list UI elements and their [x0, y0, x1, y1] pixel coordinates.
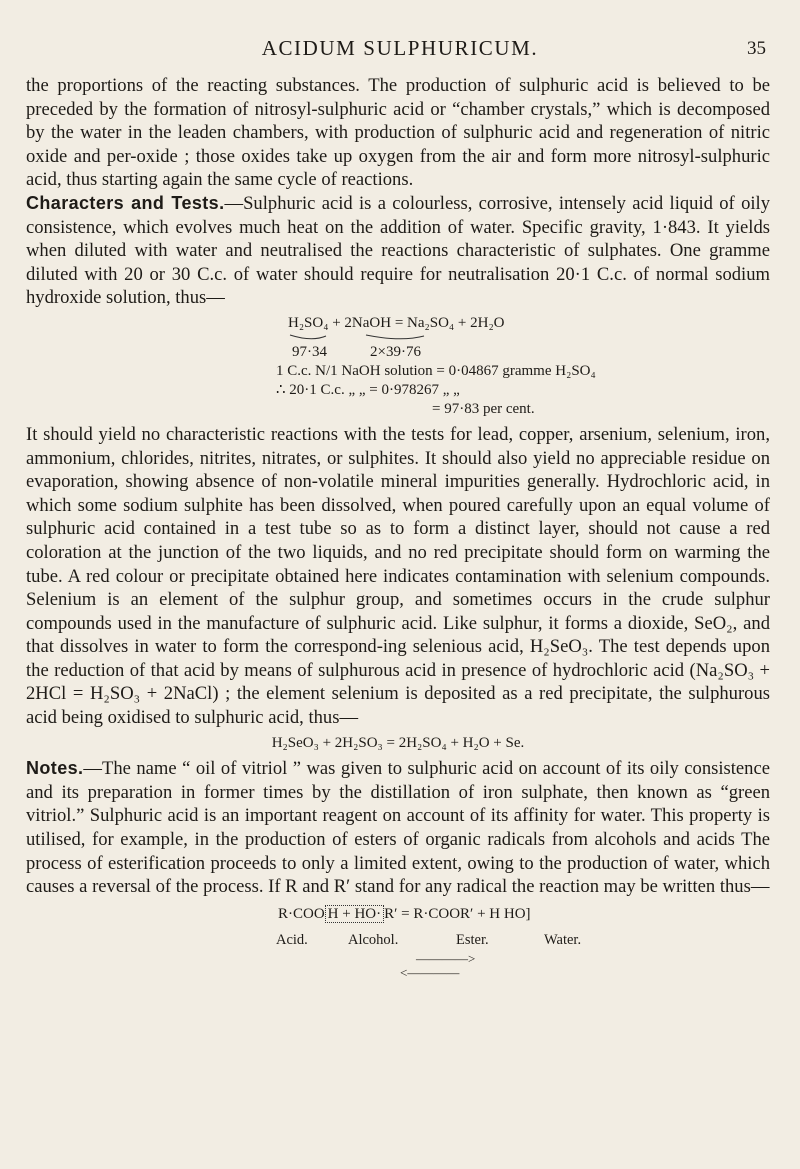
section-heading-notes: Notes. — [26, 758, 84, 779]
body-text — [26, 74, 770, 981]
selenium-equation: H₂SeO₃ + 2H₂SO₃ = 2H₂SO₄ + H₂O + Se. — [271, 734, 525, 751]
ester-acid-part: R·COO — [278, 905, 325, 922]
ester-right-part: R′ = R·COOR′ + H HO] — [384, 905, 531, 922]
esterification-equation — [26, 899, 770, 981]
page-header — [0, 36, 800, 66]
paragraph-tests: It should yield no characteristic reactions with the tests for lead, copper, arsenium, selenium, iron, ammonium, chlorides, nitrites, nitrates, or sulphites. It should also yield no appreciable residue on evaporation, showing absence of non-volatile mineral impurities generally. Hydrochloric acid, in which some sodium sulphite has been dissolved, when poured carefully upon an equal volume of sulphuric acid contained in a test tube so as to form a distinct layer, should not cause a red coloration at the junction of the two liquids, and no red precipitate should form on warming the tube. A red colour or precipitate obtained here indicates contamination with selenium compounds. Selenium is an element of the sulphur group, and sometimes occurs in the crude sulphur compounds used in the manufacture of sulphuric acid. Like sulphur, it forms a dioxide, SeO₂, and that dissolves in water to form the correspond-ing selenious acid, H₂SeO₃. The test depends upon the reduction of that acid by means of sulphurous acid in presence of hydrochloric acid (Na₂SO₃ + 2HCl = H₂SO₃ + 2NaCl) ; the element selenium is deposited as a red precipitate, the sulphurous acid being oxidised to sulphuric acid, thus— — [26, 423, 770, 729]
equation-line-normal: 1 C.c. N/1 NaOH solution = 0·04867 gramme H₂SO₄ — [276, 362, 596, 379]
equation-line-percent: = 97·83 per cent. — [432, 400, 535, 417]
paragraph-production: the proportions of the reacting substances. The production of sulphuric acid is believed to be preceded by the formation of nitrosyl-sulphuric acid or “chamber crystals,” which is decomposed by the water in the leaden chambers, with production of sulphuric acid and regeneration of nitric oxide and per-oxide ; those oxides take up oxygen from the air and form more nitrosyl-sulphuric acid, thus starting again the same cycle of reactions. — [26, 75, 770, 191]
equation-braces — [26, 333, 770, 343]
paragraph-characters — [26, 192, 770, 310]
mass-sulphuric: 97·34 — [292, 343, 327, 360]
paragraph-notes — [26, 757, 770, 899]
forward-arrow: ————> — [416, 950, 476, 966]
equation-reaction: H₂SO₄ + 2NaOH = Na₂SO₄ + 2H₂O — [288, 314, 505, 331]
reverse-arrow: <———— — [400, 964, 460, 980]
running-title: ACIDUM SULPHURICUM. — [261, 36, 539, 60]
equation-line-therefore: ∴ 20·1 C.c. „ „ = 0·978267 „ „ — [276, 381, 460, 398]
label-alcohol: Alcohol. — [348, 931, 399, 948]
neutralisation-equation — [26, 314, 770, 419]
label-ester: Ester. — [456, 931, 489, 948]
notes-text: —The name “ oil of vitriol ” was given to sulphuric acid on account of its oily consistence and its preparation in former times by the distillation of iron sulphate, then known as “green vitriol.” Sulphuric acid is an important reagent on account of its affinity for water. This property is utilised, for example, in the production of esters of organic radicals from alcohols and acids The process of esterification proceeds to only a limited extent, owing to the production of water, which causes a reversal of the process. If R and R′ stand for any radical the reaction may be written thus— — [26, 758, 770, 898]
section-heading-characters: Characters and Tests. — [26, 192, 225, 213]
label-acid: Acid. — [276, 931, 308, 948]
page-number: 35 — [747, 38, 766, 59]
characters-text: —Sulphuric acid is a colourless, corrosive, intensely acid liquid of oily consistence, which evolves much heat on the addition of water. Specific gravity, 1·843. It yields when diluted with water and neutralised the reactions characteristic of sulphates. One gramme diluted with 20 or 30 C.c. of water should require for neutralisation 20·1 C.c. of normal sodium hydroxide solution, thus— — [26, 192, 770, 309]
mass-naoh: 2×39·76 — [370, 343, 421, 360]
ester-eliminated-water-box: H + HO· — [325, 905, 384, 923]
label-water: Water. — [544, 931, 582, 948]
brace-lines — [26, 333, 770, 343]
